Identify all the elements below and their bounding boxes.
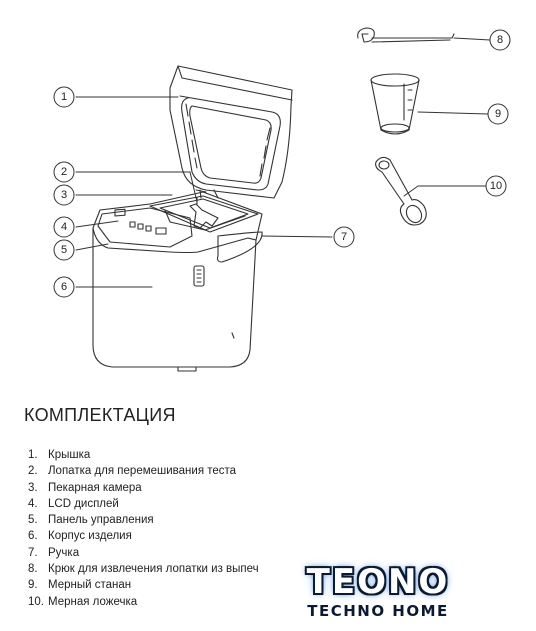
control-panel bbox=[98, 208, 192, 247]
callout-label-2: 2 bbox=[60, 166, 68, 178]
list-item-number: 8. bbox=[28, 563, 38, 576]
list-item-label: Ручка bbox=[48, 546, 80, 559]
list-item-label: Мерная ложечка bbox=[48, 595, 138, 608]
list-item bbox=[28, 512, 276, 528]
list-item-number: 1. bbox=[28, 449, 38, 461]
kneading-paddle bbox=[190, 204, 218, 228]
list-item bbox=[28, 463, 276, 479]
list-item bbox=[28, 577, 276, 593]
callout-label-10: 10 bbox=[489, 180, 503, 192]
side-vent bbox=[194, 266, 204, 286]
list-item-number: 7. bbox=[28, 546, 38, 559]
list-item-number: 9. bbox=[28, 579, 38, 592]
list-item bbox=[28, 594, 276, 610]
list-item-number: 4. bbox=[28, 497, 38, 510]
logo-wordmark: TEONO bbox=[306, 562, 450, 602]
logo-tagline: TECHNO HOME bbox=[307, 602, 449, 620]
list-item bbox=[28, 561, 276, 577]
list-item-number: 10. bbox=[28, 595, 44, 608]
callout-label-6: 6 bbox=[60, 281, 68, 293]
list-item bbox=[28, 480, 276, 496]
teono-logo bbox=[287, 562, 469, 626]
measuring-spoon bbox=[376, 157, 427, 225]
list-item-label: LCD дисплей bbox=[48, 497, 119, 510]
parts-list bbox=[28, 447, 276, 610]
list-item-number: 2. bbox=[28, 465, 38, 478]
list-item-number: 3. bbox=[28, 481, 38, 494]
list-item bbox=[28, 447, 276, 463]
callout-label-8: 8 bbox=[496, 34, 504, 46]
lid bbox=[170, 66, 292, 198]
callout-label-4: 4 bbox=[60, 221, 68, 233]
callout-label-1: 1 bbox=[60, 91, 68, 103]
list-item bbox=[28, 496, 276, 512]
list-item-label: Крышка bbox=[48, 449, 91, 461]
callout-label-5: 5 bbox=[60, 244, 68, 256]
list-item bbox=[28, 528, 276, 544]
callout-circles bbox=[54, 30, 510, 297]
list-item-label: Мерный станан bbox=[48, 579, 132, 592]
list-item bbox=[28, 545, 276, 561]
callout-label-9: 9 bbox=[494, 108, 502, 120]
bread-maker-illustration bbox=[93, 66, 292, 371]
list-item-label: Крюк для извлечения лопатки из выпеч bbox=[48, 563, 259, 576]
callout-label-3: 3 bbox=[60, 189, 68, 201]
list-item-label: Лопатка для перемешивания теста bbox=[48, 465, 237, 478]
list-item-label: Пекарная камера bbox=[48, 481, 142, 494]
callout-label-7: 7 bbox=[340, 231, 348, 243]
list-item-label: Корпус изделия bbox=[48, 530, 132, 543]
paddle-removal-hook bbox=[358, 28, 454, 42]
list-item-number: 6. bbox=[28, 530, 38, 543]
list-item-number: 5. bbox=[28, 514, 38, 527]
list-item-label: Панель управления bbox=[48, 514, 154, 527]
measuring-cup bbox=[371, 74, 419, 134]
section-title: КОМПЛЕКТАЦИЯ bbox=[24, 405, 176, 425]
